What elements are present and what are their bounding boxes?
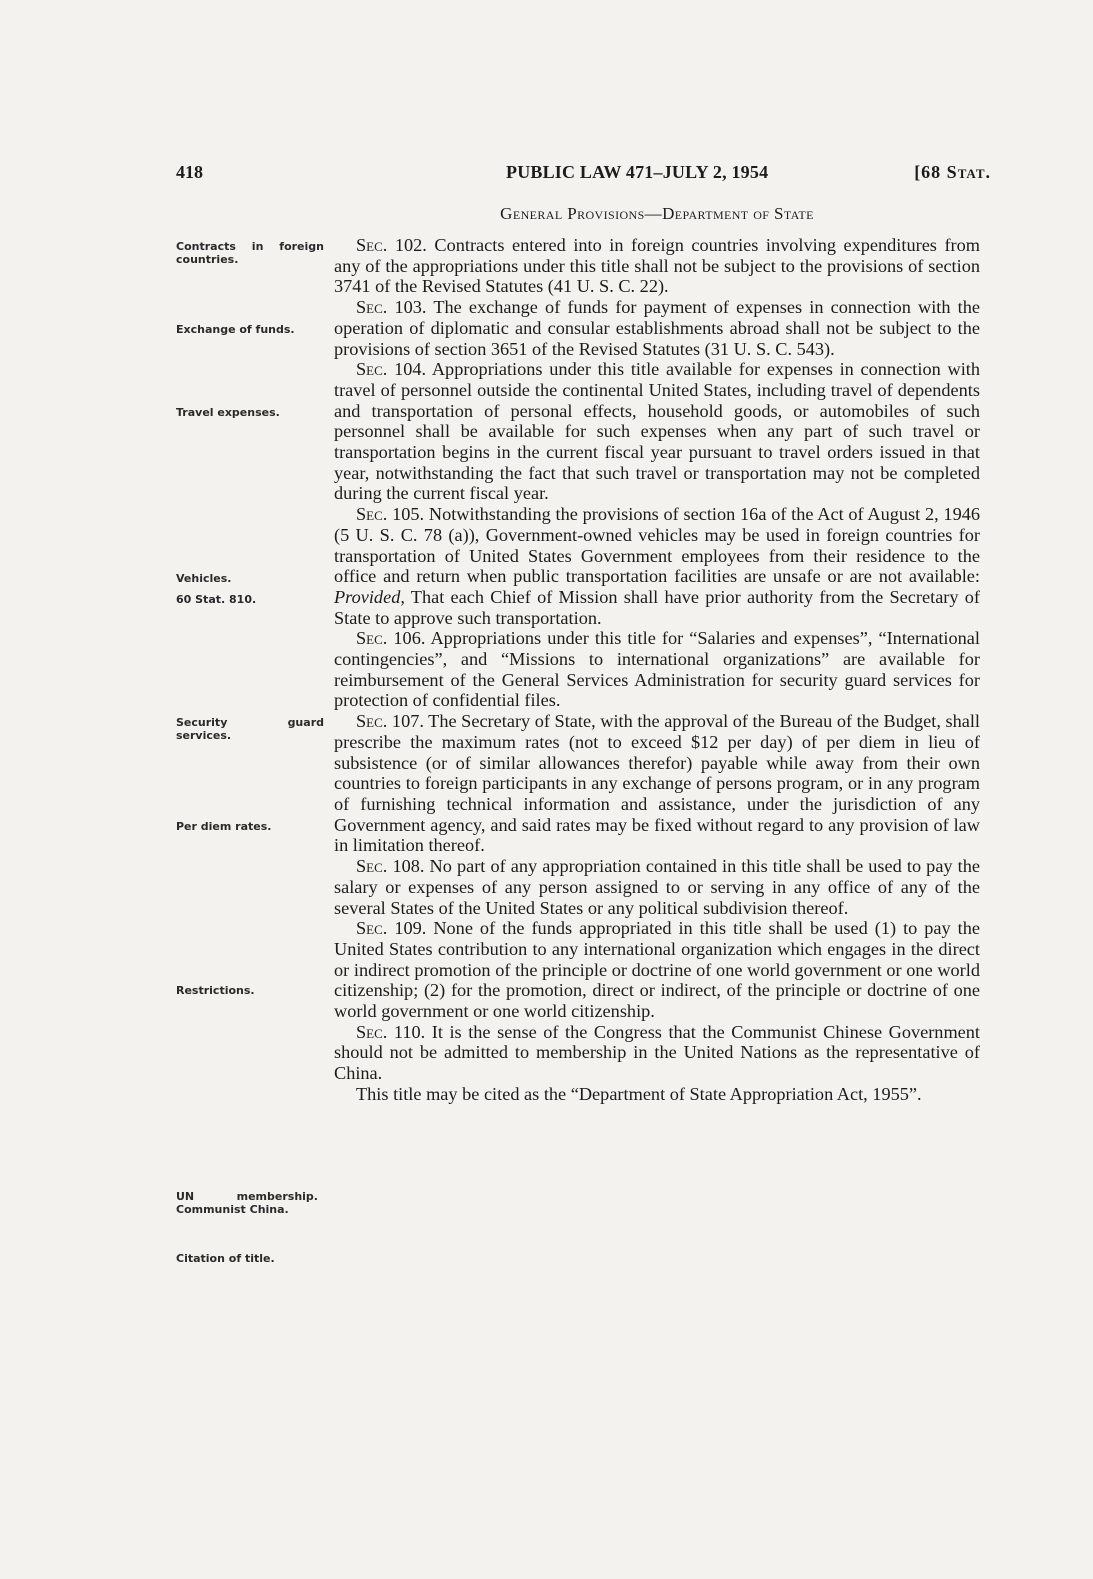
margin-note-vehicles: Vehicles. xyxy=(176,572,232,585)
margin-note-security: Security guard services. xyxy=(176,716,324,742)
statute-volume: [68 Stat. xyxy=(914,162,991,182)
margin-note-restrictions: Restrictions. xyxy=(176,984,255,997)
margin-note-un-membership: UN membership. Communist China. xyxy=(176,1190,318,1216)
body-text xyxy=(334,235,980,1105)
running-title: PUBLIC LAW 471–JULY 2, 1954 xyxy=(506,162,769,182)
section-102: Sec. 102. Contracts entered into in foreign countries involving expenditures from any of the appropriations under this title shall not be subject to the provisions of section 3741 of the Revised Statutes (41 U. S. C. 22). xyxy=(334,235,980,297)
section-108: Sec. 108. No part of any appropriation contained in this title shall be used to pay the salary or expenses of any person assigned to or serving in any office of any of the several States of the United States or any political subdivision thereof. xyxy=(334,856,980,918)
citation-of-title: This title may be cited as the “Department of State Appropriation Act, 1955”. xyxy=(356,1083,922,1104)
margin-note-travel: Travel expenses. xyxy=(176,406,280,419)
margin-note-contracts: Contracts in foreign countries. xyxy=(176,240,324,266)
section-103: Sec. 103. The exchange of funds for payment of expenses in connection with the operation of diplomatic and consular establishments abroad shall not be subject to the provisions of section 3651 of the Revised Statutes (31 U. S. C. 543). xyxy=(334,297,980,359)
section-107: Sec. 107. The Secretary of State, with the approval of the Bureau of the Budget, shall prescribe the maximum rates (not to exceed $12 per day) of per diem in lieu of subsistence (or of similar allowances therefor) payable while away from their own countries to foreign participants in any exchange of persons program, or in any program of furnishing technical information and assistance, under the jurisdiction of any Government agency, and said rates may be fixed without regard to any provision of law in limitation thereof. xyxy=(334,711,980,856)
page-number: 418 xyxy=(176,162,203,182)
proviso-term: Provided, xyxy=(334,586,405,607)
section-106: Sec. 106. Appropriations under this title for “Salaries and expenses”, “International contingencies”, and “Missions to international organizations” are available for reimbursement of the General Services Administration for security guard services for protection of confidential files. xyxy=(334,628,980,711)
margin-note-exchange: Exchange of funds. xyxy=(176,323,295,336)
section-title: General Provisions—Department of State xyxy=(500,204,814,223)
margin-note-citation-title: Citation of title. xyxy=(176,1252,275,1265)
section-104: Sec. 104. Appropriations under this title available for expenses in connection with travel of personnel outside the continental United States, including travel of dependents and transportation of personal effects, household goods, or automobiles of such personnel shall be available for such expenses when any part of such travel or transportation begins in the current fiscal year pursuant to travel orders issued in that year, notwithstanding the fact that such travel or transportation may not be completed during the current fiscal year. xyxy=(334,359,980,504)
margin-note-per-diem: Per diem rates. xyxy=(176,820,272,833)
page-header xyxy=(176,162,991,186)
section-110: Sec. 110. It is the sense of the Congress that the Communist Chinese Government should not be admitted to membership in the United Nations as the representative of China. xyxy=(334,1021,980,1084)
section-105: Sec. 105. Notwithstanding the provisions of section 16a of the Act of August 2, 1946 (5 U. S. C. 78 (a)), Government-owned vehicles may be used in foreign countries for transportation of United States Government employees from their residence to the office and return when public transportation facilities are unsafe or are not available: Provided, That each Chief of Mission shall have prior authority from the Secretary of State to approve such transportation. xyxy=(334,504,980,628)
margin-note-citation-60-stat: 60 Stat. 810. xyxy=(176,593,257,606)
section-109: Sec. 109. None of the funds appropriated in this title shall be used (1) to pay the United States contribution to any international organization which engages in the direct or indirect promotion of the principle or doctrine of one world government or one world citizenship; (2) for the promotion, direct or indirect, of the principle or doctrine of one world government or one world citizenship. xyxy=(334,918,980,1022)
